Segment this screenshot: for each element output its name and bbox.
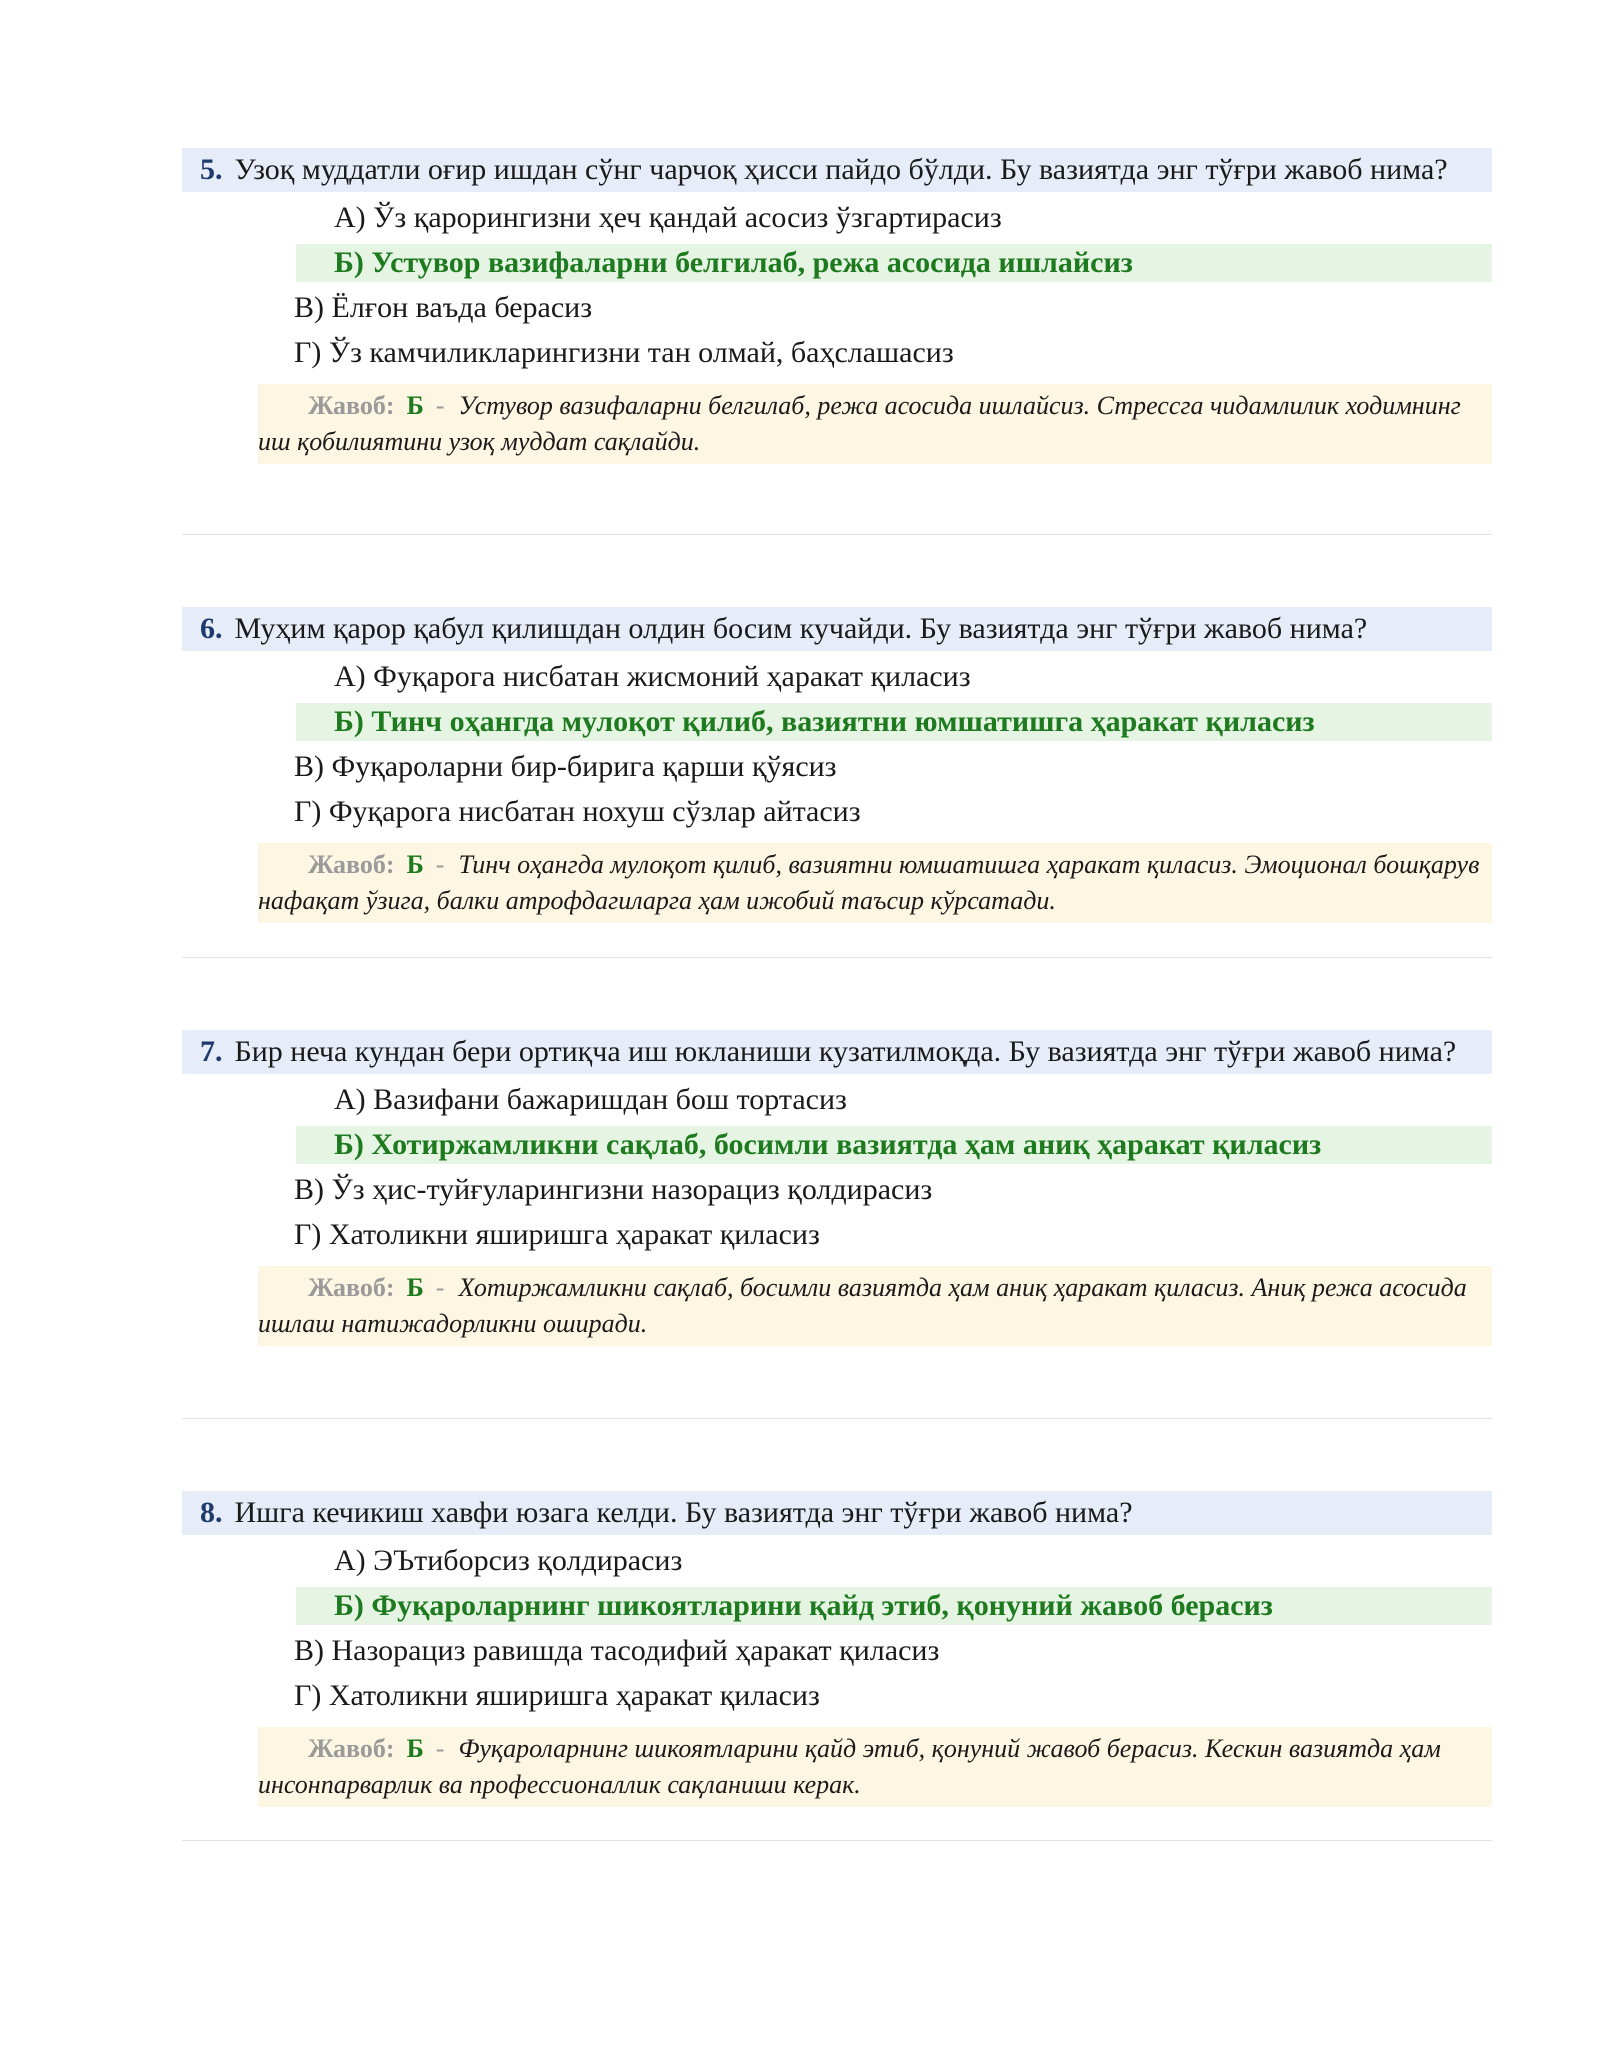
question-text: Муҳим қарор қабул қилишдан олдин босим кучайди. Бу вазиятда энг тўғри жавоб нима? [234, 612, 1368, 645]
answer-letter: Б [406, 1734, 424, 1763]
answer-label: Жавоб: [308, 850, 395, 879]
answer-text: Хотиржамликни сақлаб, босимли вазиятда ҳам аниқ ҳаракат қиласиз. Аниқ режа асосида ишлаш натижадорликни оширади. [258, 1273, 1467, 1338]
option-a: А) Фуқарога нисбатан жисмоний ҳаракат қиласиз [334, 660, 971, 693]
option-d: Г) Хатоликни яширишга ҳаракат қиласиз [294, 1679, 820, 1712]
option-b-correct: Б) Тинч оҳангда мулоқот қилиб, вазиятни юмшатишга ҳаракат қиласиз [296, 703, 1492, 741]
answer-text: Фуқароларнинг шикоятларини қайд этиб, қонуний жавоб берасиз. Кескин вазиятда ҳам инсонпарварлик ва профессионаллик сақланиши керак. [258, 1734, 1441, 1799]
answer-dash: - [435, 850, 445, 879]
option-b-correct: Б) Хотиржамликни сақлаб, босимли вазиятда ҳам аниқ ҳаракат қиласиз [296, 1126, 1492, 1164]
answer-explanation [258, 384, 1492, 464]
answer-text: Тинч оҳангда мулоқот қилиб, вазиятни юмшатишга ҳаракат қиласиз. Эмоционал бошқарув нафақат ўзига, балки атрофдагиларга ҳам ижобий таъсир кўрсатади. [258, 850, 1480, 915]
option-b-correct: Б) Устувор вазифаларни белгилаб, режа асосида ишлайсиз [296, 244, 1492, 282]
answer-label: Жавоб: [308, 1734, 395, 1763]
option-b-correct: Б) Фуқароларнинг шикоятларини қайд этиб, қонуний жавоб берасиз [296, 1587, 1492, 1625]
answer-text: Устувор вазифаларни белгилаб, режа асосида ишлайсиз. Стрессга чидамлилик ходимнинг иш қобилиятини узоқ муддат сақлайди. [258, 391, 1461, 456]
question-number: 8. [200, 1496, 223, 1529]
question-block [182, 1030, 1492, 1346]
answer-label: Жавоб: [308, 1273, 395, 1302]
question-text: Ишга кечикиш хавфи юзага келди. Бу вазиятда энг тўғри жавоб нима? [234, 1496, 1133, 1529]
option-a: А) ЭЪтиборсиз қолдирасиз [334, 1544, 683, 1577]
question-heading [182, 148, 1492, 192]
question-heading [182, 1491, 1492, 1535]
option-c: В) Ўз ҳис-туйғуларингизни назорациз қолдирасиз [294, 1173, 933, 1206]
question-number: 6. [200, 612, 223, 645]
option-c: В) Назорациз равишда тасодифий ҳаракат қиласиз [294, 1634, 940, 1667]
question-text: Бир неча кундан бери ортиқча иш юкланиши кузатилмоқда. Бу вазиятда энг тўғри жавоб нима? [234, 1035, 1457, 1068]
divider [182, 957, 1492, 958]
answer-dash: - [435, 1273, 445, 1302]
option-d: Г) Хатоликни яширишга ҳаракат қиласиз [294, 1218, 820, 1251]
option-d: Г) Фуқарога нисбатан нохуш сўзлар айтасиз [294, 795, 861, 828]
divider [182, 1840, 1492, 1841]
option-c: В) Ёлғон ваъда берасиз [294, 291, 593, 324]
option-d: Г) Ўз камчиликларингизни тан олмай, баҳслашасиз [294, 336, 954, 369]
answer-letter: Б [406, 850, 424, 879]
question-block [182, 607, 1492, 923]
question-block [182, 1491, 1492, 1807]
answer-label: Жавоб: [308, 391, 395, 420]
answer-letter: Б [406, 1273, 424, 1302]
option-a: А) Вазифани бажаришдан бош тортасиз [334, 1083, 847, 1116]
question-block [182, 148, 1492, 464]
answer-dash: - [435, 391, 445, 420]
divider [182, 534, 1492, 535]
option-a: А) Ўз қарорингизни ҳеч қандай асосиз ўзгартирасиз [334, 201, 1002, 234]
question-number: 5. [200, 153, 223, 186]
answer-dash: - [435, 1734, 445, 1763]
option-c: В) Фуқароларни бир-бирига қарши қўясиз [294, 750, 837, 783]
divider [182, 1418, 1492, 1419]
question-heading [182, 607, 1492, 651]
answer-explanation [258, 1727, 1492, 1807]
answer-letter: Б [406, 391, 424, 420]
question-heading [182, 1030, 1492, 1074]
question-text: Узоқ муддатли оғир ишдан сўнг чарчоқ ҳисси пайдо бўлди. Бу вазиятда энг тўғри жавоб нима? [234, 153, 1448, 186]
answer-explanation [258, 843, 1492, 923]
question-number: 7. [200, 1035, 223, 1068]
answer-explanation [258, 1266, 1492, 1346]
